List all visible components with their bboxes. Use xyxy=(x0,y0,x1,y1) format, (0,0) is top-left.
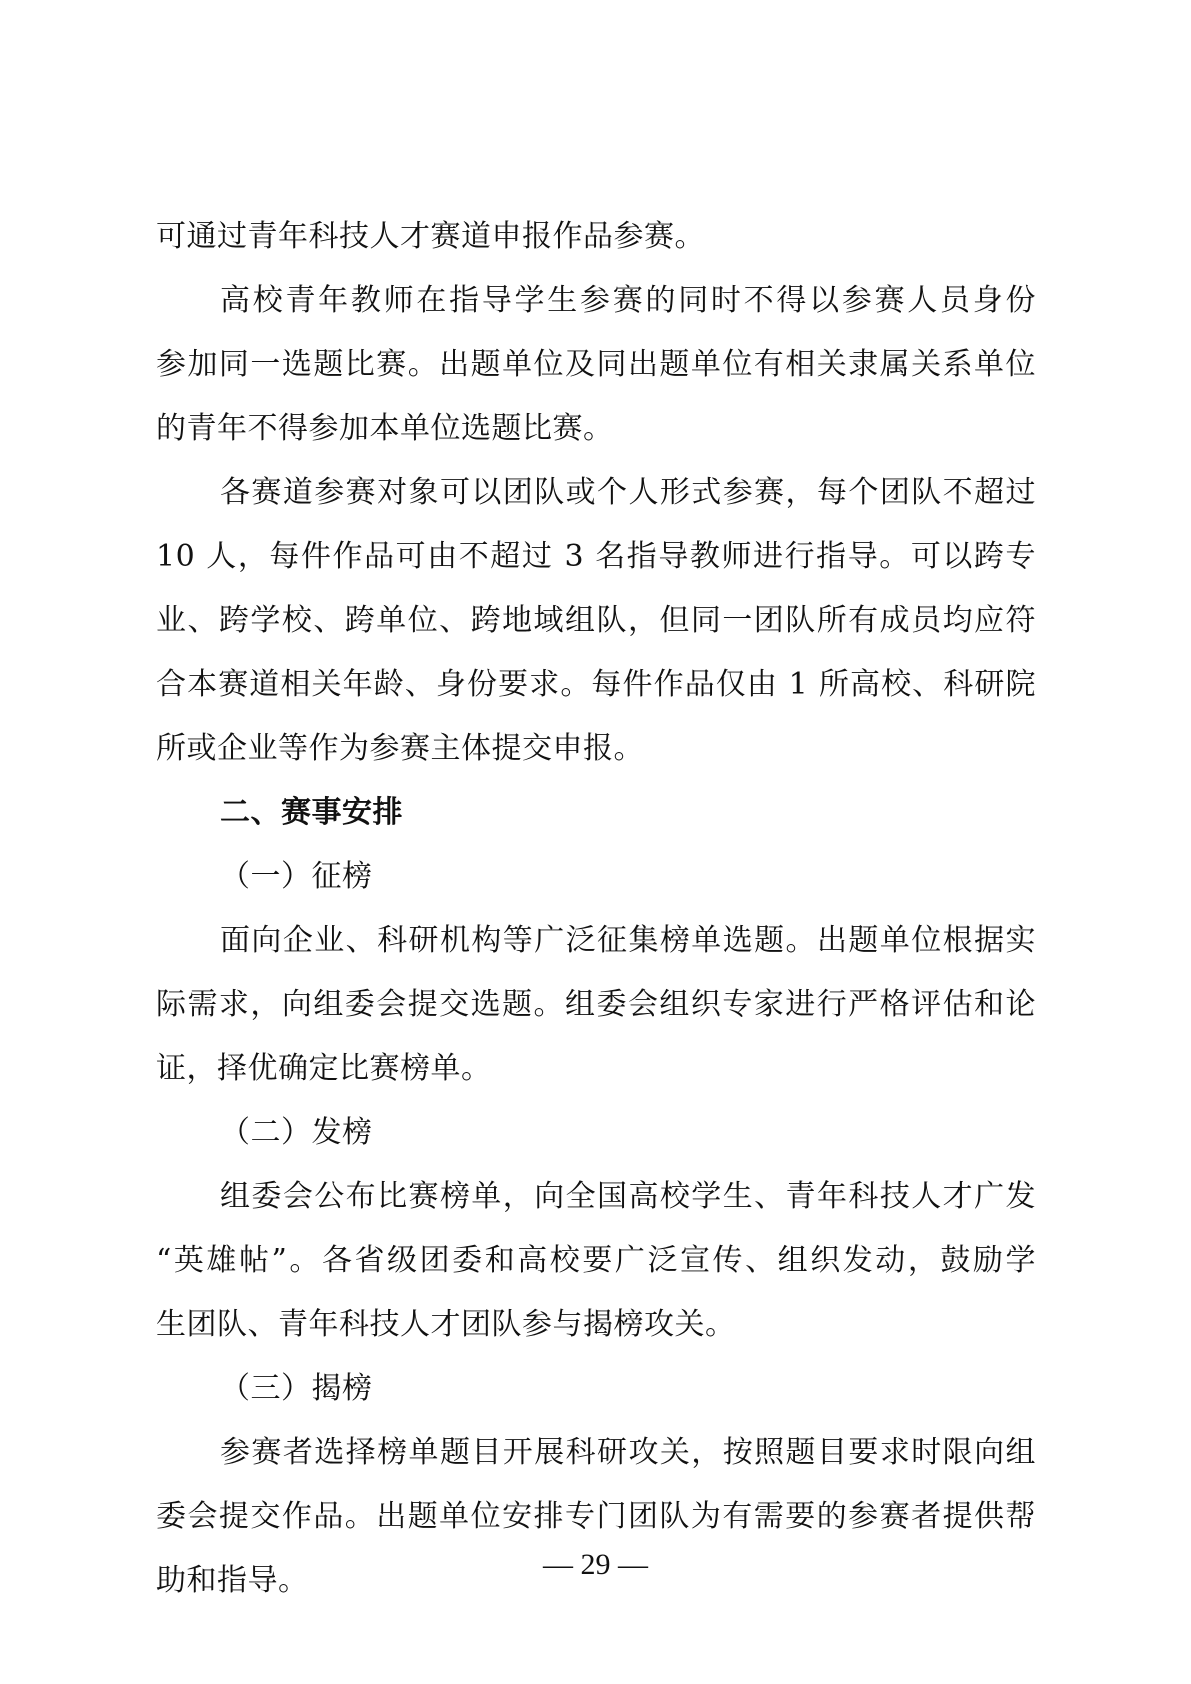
text-line-20: 参赛者选择榜单题目开展科研攻关，按照题目要求时限向组 xyxy=(220,1435,1036,1470)
text-line-3: 参加同一选题比赛。出题单位及同出题单位有相关隶属关系单位 xyxy=(156,347,1036,382)
text-line-4: 的青年不得参加本单位选题比赛。 xyxy=(156,411,614,446)
text-line-17: “英雄帖”。各省级团委和高校要广泛宣传、组织发动，鼓励学 xyxy=(156,1243,1036,1278)
text-line-9: 所或企业等作为参赛主体提交申报。 xyxy=(156,731,644,766)
text-line-13: 际需求，向组委会提交选题。组委会组织专家进行严格评估和论 xyxy=(156,987,1036,1022)
text-line-6: 10 人，每件作品可由不超过 3 名指导教师进行指导。可以跨专 xyxy=(156,539,1036,574)
text-line-14: 证，择优确定比赛榜单。 xyxy=(156,1051,492,1086)
text-line-16: 组委会公布比赛榜单，向全国高校学生、青年科技人才广发 xyxy=(220,1179,1036,1214)
subheading-challenge: （三）揭榜 xyxy=(220,1371,373,1406)
subheading-publication: （二）发榜 xyxy=(220,1115,373,1150)
text-line-22: 助和指导。 xyxy=(156,1563,309,1598)
section-heading-schedule: 二、赛事安排 xyxy=(220,795,403,830)
text-line-21: 委会提交作品。出题单位安排专门团队为有需要的参赛者提供帮 xyxy=(156,1499,1036,1534)
text-line-12: 面向企业、科研机构等广泛征集榜单选题。出题单位根据实 xyxy=(220,923,1036,958)
text-line-2: 高校青年教师在指导学生参赛的同时不得以参赛人员身份 xyxy=(220,283,1036,318)
text-line-8: 合本赛道相关年龄、身份要求。每件作品仅由 1 所高校、科研院 xyxy=(156,667,1036,702)
text-line-1: 可通过青年科技人才赛道申报作品参赛。 xyxy=(156,219,705,254)
text-line-5: 各赛道参赛对象可以团队或个人形式参赛，每个团队不超过 xyxy=(220,475,1036,510)
text-line-7: 业、跨学校、跨单位、跨地域组队，但同一团队所有成员均应符 xyxy=(156,603,1036,638)
page-number: — 29 — xyxy=(543,1548,648,1581)
subheading-collection: （一）征榜 xyxy=(220,859,373,894)
text-line-18: 生团队、青年科技人才团队参与揭榜攻关。 xyxy=(156,1307,736,1342)
document-body xyxy=(156,205,1036,1613)
